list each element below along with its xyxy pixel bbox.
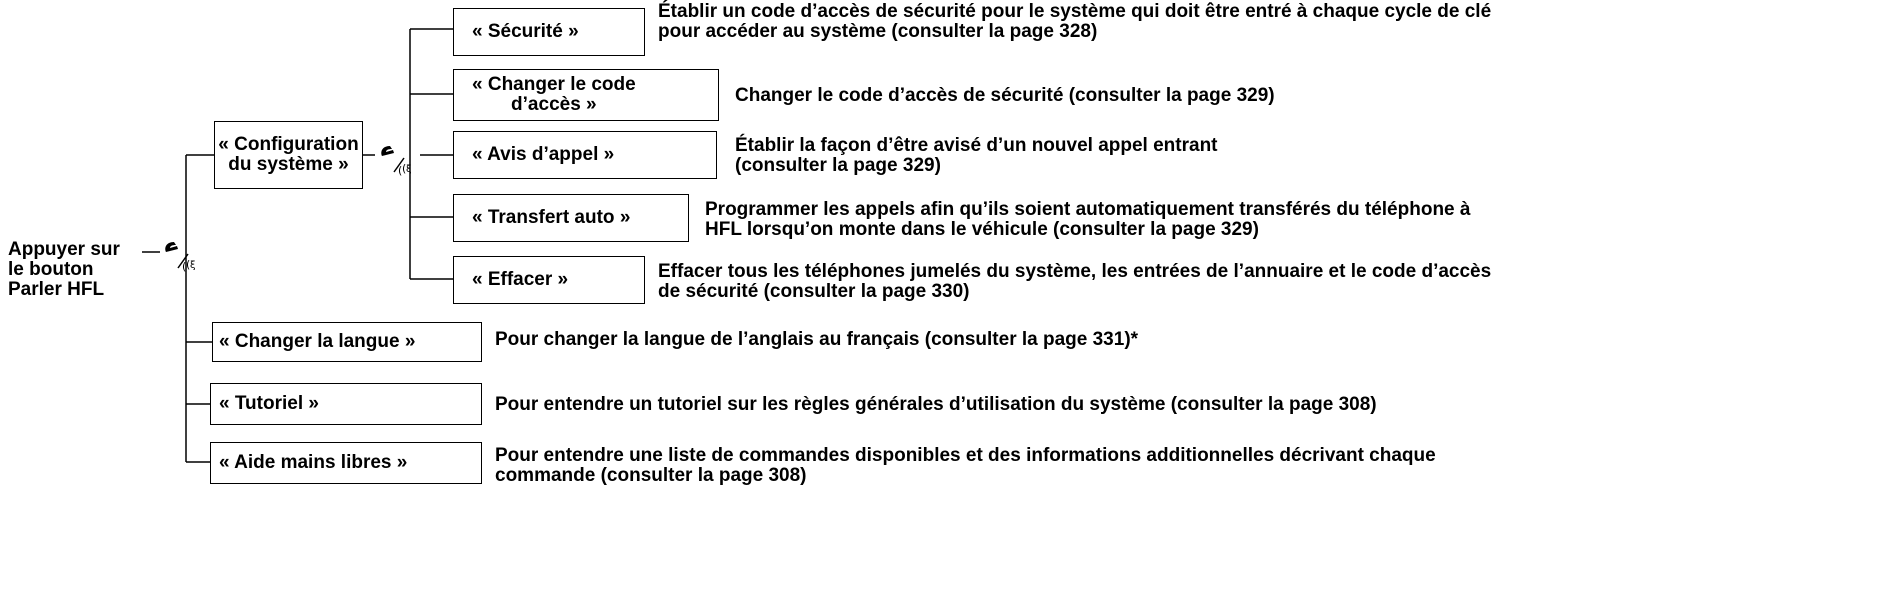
configuration-line-1: « Configuration xyxy=(218,134,359,155)
change-language-description: Pour changer la langue de l’anglais au français (consulter la page 331)* xyxy=(495,329,1139,350)
hands-free-help-menu-item[interactable] xyxy=(210,442,482,484)
svg-text:(: ( xyxy=(186,258,191,271)
call-notice-menu-item[interactable] xyxy=(453,131,717,179)
configuration-menu-item[interactable] xyxy=(214,121,363,189)
security-menu-item[interactable] xyxy=(453,8,645,56)
voice-talk-icon xyxy=(160,232,202,272)
hands-free-help-desc-line-1: Pour entendre une liste de commandes disponibles et des informations additionnelles décrivant chaque xyxy=(495,445,1436,466)
configuration-line-2: du système » xyxy=(228,154,349,175)
root-instruction xyxy=(8,240,120,300)
change-code-menu-item[interactable] xyxy=(453,69,719,121)
tutorial-label: « Tutoriel » xyxy=(219,393,319,414)
hands-free-help-label: « Aide mains libres » xyxy=(219,452,408,473)
auto-transfer-menu-item[interactable] xyxy=(453,194,689,242)
tutorial-description: Pour entendre un tutoriel sur les règles générales d’utilisation du système (consulter la page 308) xyxy=(495,394,1377,415)
tutorial-menu-item[interactable] xyxy=(210,383,482,425)
auto-transfer-description xyxy=(705,200,1470,240)
erase-desc-line-1: Effacer tous les téléphones jumelés du système, les entrées de l’annuaire et le code d’accès xyxy=(658,261,1492,282)
change-code-description: Changer le code d’accès de sécurité (consulter la page 329) xyxy=(735,85,1275,106)
erase-desc-line-2: de sécurité (consulter la page 330) xyxy=(658,281,970,302)
security-description xyxy=(658,2,1491,42)
svg-text:(: ( xyxy=(402,162,407,175)
voice-talk-icon xyxy=(376,136,418,176)
security-desc-line-1: Établir un code d’accès de sécurité pour le système qui doit être entré à chaque cycle de clé xyxy=(658,1,1492,22)
call-notice-description xyxy=(735,136,1218,176)
call-notice-label: « Avis d’appel » xyxy=(472,144,615,165)
security-label: « Sécurité » xyxy=(472,21,579,42)
hands-free-help-desc-line-2: commande (consulter la page 308) xyxy=(495,465,807,486)
auto-transfer-desc-line-1: Programmer les appels afin qu’ils soient automatiquement transférés du téléphone à xyxy=(705,199,1471,220)
security-desc-line-2: pour accéder au système (consulter la page 328) xyxy=(658,21,1098,42)
change-code-line-2: d’accès » xyxy=(511,94,597,115)
svg-text:(: ( xyxy=(182,260,187,272)
svg-text:ξ: ξ xyxy=(406,164,412,175)
call-notice-desc-line-1: Établir la façon d’être avisé d’un nouvel appel entrant xyxy=(735,135,1218,156)
root-line-2: le bouton xyxy=(8,259,94,280)
svg-text:(: ( xyxy=(398,164,403,176)
erase-description xyxy=(658,262,1491,302)
change-language-menu-item[interactable] xyxy=(212,322,482,362)
erase-label: « Effacer » xyxy=(472,269,569,290)
auto-transfer-desc-line-2: HFL lorsqu’on monte dans le véhicule (consulter la page 329) xyxy=(705,219,1259,240)
auto-transfer-label: « Transfert auto » xyxy=(472,207,631,228)
change-code-line-1: « Changer le code xyxy=(472,74,636,95)
erase-menu-item[interactable] xyxy=(453,256,645,304)
root-line-3: Parler HFL xyxy=(8,279,105,300)
call-notice-desc-line-2: (consulter la page 329) xyxy=(735,155,941,176)
change-language-label: « Changer la langue » xyxy=(219,331,416,352)
hands-free-help-description xyxy=(495,446,1436,486)
root-line-1: Appuyer sur xyxy=(8,239,120,260)
svg-text:ξ: ξ xyxy=(190,260,196,271)
